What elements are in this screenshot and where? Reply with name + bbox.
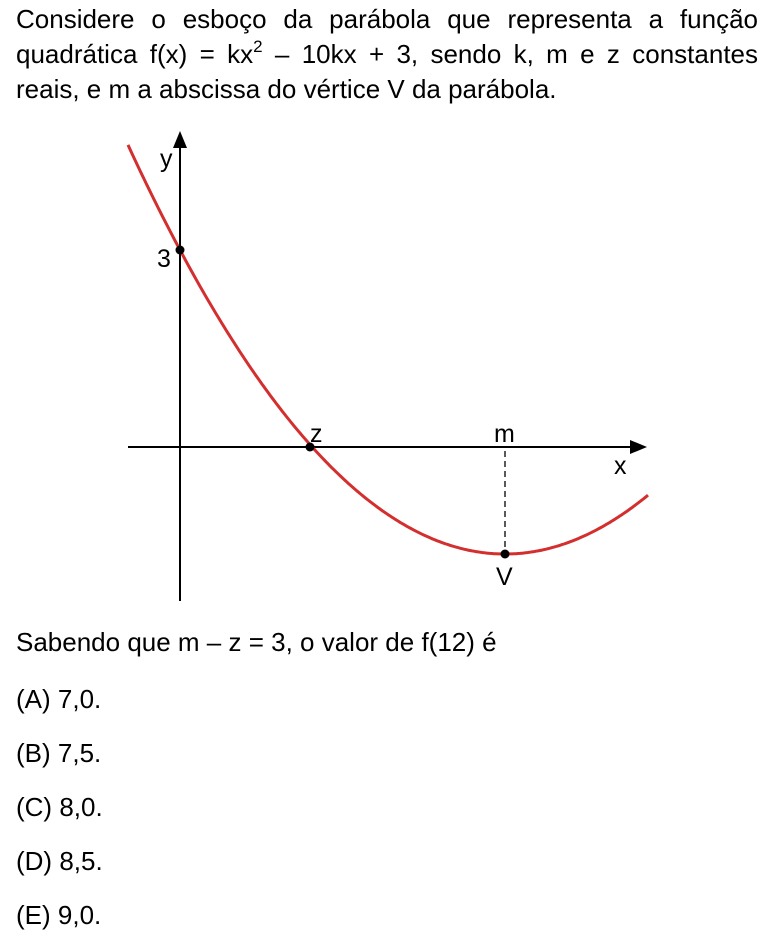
intercept-label: 3 (157, 245, 171, 273)
option-c (16, 789, 103, 825)
y-axis-label: y (160, 145, 173, 173)
option-letter: (C) (16, 792, 53, 822)
parabola-curve (128, 145, 648, 554)
vertex-x-label: m (494, 420, 515, 448)
option-value: 8,5. (59, 846, 103, 876)
statement-text-start: Considere o esboço da parábola que representa a função quadrática f(x) = kx (16, 4, 758, 69)
option-letter: (D) (16, 846, 53, 876)
x-axis-arrow (630, 440, 647, 454)
vertex-point (501, 550, 510, 559)
question-prompt: Sabendo que m – z = 3, o valor de f(12) é (16, 627, 497, 657)
statement-exponent: 2 (253, 37, 263, 56)
option-value: 7,5. (57, 738, 102, 768)
option-value: 7,0. (57, 684, 102, 714)
option-value: 9,0. (57, 900, 102, 930)
option-value: 8,0. (59, 792, 103, 822)
option-e (16, 897, 101, 933)
x-axis-label: x (614, 452, 627, 480)
option-letter: (A) (16, 684, 51, 714)
option-letter: (E) (16, 900, 51, 930)
vertex-label: V (496, 563, 513, 591)
y-intercept-point (176, 246, 185, 255)
y-axis-arrow (173, 131, 187, 148)
statement-text-end: – 10kx + 3, sendo k, m e z constantes reais, e m a abscissa do vértice V da parábola. (16, 39, 759, 104)
option-d (16, 843, 103, 879)
option-a (16, 681, 101, 717)
option-letter: (B) (16, 738, 51, 768)
root-label: z (310, 420, 323, 448)
option-b (16, 735, 101, 771)
